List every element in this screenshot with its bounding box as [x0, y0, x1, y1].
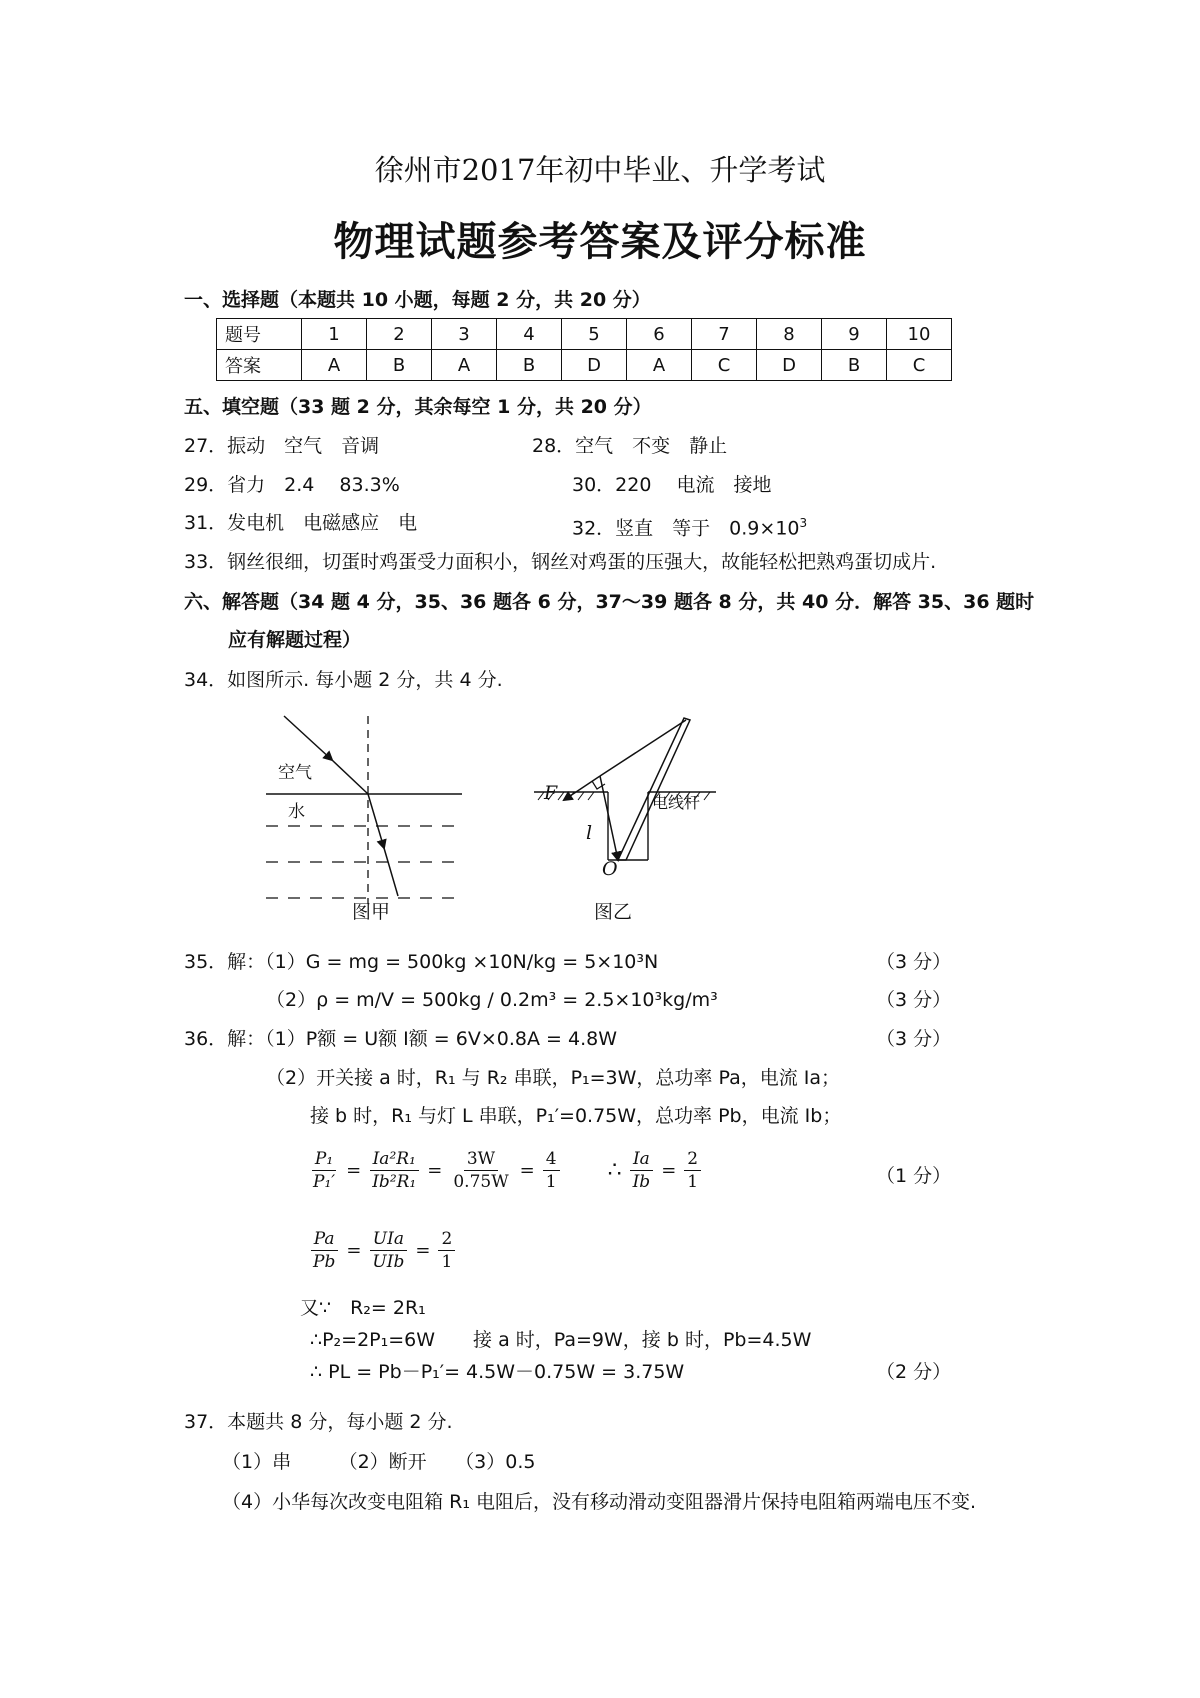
table-cell: D — [562, 350, 627, 381]
numerator: 2 — [438, 1228, 455, 1251]
exam-subtitle: 徐州市2017年初中毕业、升学考试 — [374, 153, 826, 187]
table-cell: D — [757, 350, 822, 381]
row-label-answer: 答案 — [217, 350, 302, 381]
denominator: Pb — [313, 1252, 336, 1272]
table-cell: A — [627, 350, 692, 381]
answer-q31: 31．发电机 电磁感应 电 — [184, 512, 418, 534]
fraction — [630, 1148, 654, 1193]
q36-line1: 36．解：（1）P额 = U额 I额 = 6V×0.8A = 4.8W — [184, 1028, 617, 1050]
table-cell: B — [367, 350, 432, 381]
table-cell: 8 — [757, 319, 822, 350]
denominator: 1 — [545, 1172, 557, 1192]
table-cell: B — [497, 350, 562, 381]
denominator: 1 — [687, 1172, 699, 1192]
denominator: P₁′ — [313, 1172, 336, 1192]
table-cell: B — [822, 350, 887, 381]
force-arrow — [564, 776, 600, 800]
numerator: Ia — [630, 1148, 653, 1171]
answer-q33: 33．钢丝很细，切蛋时鸡蛋受力面积小，钢丝对鸡蛋的压强大，故能轻松把熟鸡蛋切成片. — [184, 551, 937, 573]
q36-line3: 接 b 时，R₁ 与灯 L 串联，P₁′=0.75W，总功率 Pb，电流 Ib； — [310, 1105, 842, 1127]
pole — [618, 718, 690, 860]
q36-line6: ∴ PL = Pb－P₁′= 4.5W－0.75W = 3.75W — [310, 1361, 685, 1383]
incident-ray-arrow — [284, 716, 332, 760]
table-cell: 1 — [302, 319, 367, 350]
table-cell: 5 — [562, 319, 627, 350]
numerator: Pa — [311, 1228, 338, 1251]
table-cell: A — [302, 350, 367, 381]
table-cell: 7 — [692, 319, 757, 350]
caption-fig-b: 图乙 — [594, 901, 633, 923]
denominator: 1 — [441, 1252, 453, 1272]
table-cell: A — [432, 350, 497, 381]
answer-q32 — [572, 511, 807, 540]
section5-heading: 五、填空题（33 题 2 分，其余每空 1 分，共 20 分） — [184, 396, 652, 418]
table-cell: C — [887, 350, 952, 381]
numerator: P₁ — [312, 1148, 336, 1171]
q36-score3: （2 分） — [876, 1361, 952, 1383]
q37-line3: （4）小华每次改变电阻箱 R₁ 电阻后，没有移动滑动变阻器滑片保持电阻箱两端电压不变. — [222, 1491, 977, 1513]
numerator: 4 — [543, 1148, 560, 1171]
section6-heading-line1: 六、解答题（34 题 4 分，35、36 题各 6 分，37～39 题各 8 分，共 40 分．解答 35、36 题时 — [184, 591, 1035, 613]
q36-equation-1: $\frac{\text{P₁}}{\text{P₁′}}$ = $\frac{\text{Ia²R₁}}{\text{Ib²R₁}}$ = $\frac{3W}{0.75W}$ = $\frac{4}{1}$ ∴ $\frac{Ia}{Ib}$ = $\frac{2}{1}$ — [310, 1148, 701, 1193]
table-cell: C — [692, 350, 757, 381]
label-pole: 电线杆 — [652, 793, 701, 812]
answer-q34: 34．如图所示. 每小题 2 分，共 4 分. — [184, 669, 503, 691]
fraction — [450, 1148, 511, 1193]
label-air: 空气 — [278, 763, 312, 783]
answer-q29: 29．省力 2.4 83.3% — [184, 474, 400, 496]
q35-score1: （3 分） — [876, 951, 952, 973]
q36-score1: （3 分） — [876, 1028, 952, 1050]
answer-q30: 30．220 电流 接地 — [572, 474, 772, 496]
fraction — [543, 1148, 560, 1193]
denominator: Ib — [632, 1172, 651, 1192]
fraction — [310, 1228, 338, 1273]
section1-heading: 一、选择题（本题共 10 小题，每题 2 分，共 20 分） — [184, 289, 651, 311]
table-cell: 4 — [497, 319, 562, 350]
numerator: 3W — [464, 1148, 498, 1171]
denominator: Ib²R₁ — [372, 1172, 417, 1192]
q36-equation-2: $\frac{Pa}{Pb}$ = $\frac{\text{UIa}}{\text{UIb}}$ = $\frac{2}{1}$ — [310, 1228, 455, 1273]
table-cell: 3 — [432, 319, 497, 350]
denominator: UIb — [372, 1252, 405, 1272]
q35-line2: （2）ρ = m/V = 500kg / 0.2m³ = 2.5×10³kg/m³ — [266, 989, 718, 1011]
denominator: 0.75W — [453, 1172, 509, 1192]
table-cell: 6 — [627, 319, 692, 350]
numerator: UIa — [370, 1228, 407, 1251]
fraction — [310, 1148, 338, 1193]
label-water: 水 — [288, 802, 305, 822]
q35-line1: 35．解：（1）G = mg = 500kg ×10N/kg = 5×10³N — [184, 951, 659, 973]
q36-score2: （1 分） — [876, 1165, 952, 1187]
q36-line4: 又∵ R₂= 2R₁ — [300, 1297, 426, 1319]
answer-q28: 28．空气 不变 静止 — [532, 435, 728, 457]
fraction — [684, 1148, 701, 1193]
answer-q27: 27．振动 空气 音调 — [184, 435, 380, 457]
row-label-number: 题号 — [217, 319, 302, 350]
section6-heading-line2: 应有解题过程） — [228, 629, 362, 651]
q37-line2: （1）串 （2）断开 （3）0.5 — [222, 1451, 536, 1473]
table-cell: 10 — [887, 319, 952, 350]
q32-exponent: 3 — [799, 516, 808, 530]
table-cell: 2 — [367, 319, 432, 350]
caption-fig-a: 图甲 — [352, 901, 391, 923]
therefore-symbol: ∴ — [607, 1158, 622, 1183]
q37-line1: 37．本题共 8 分，每小题 2 分. — [184, 1411, 453, 1433]
page-title: 物理试题参考答案及评分标准 — [333, 219, 867, 265]
rope-line — [600, 720, 686, 776]
numerator: Ia²R₁ — [370, 1148, 419, 1171]
table-row-answers — [217, 350, 952, 381]
q36-line5: ∴P₂=2P₁=6W 接 a 时，Pa=9W，接 b 时，Pb=4.5W — [310, 1329, 812, 1351]
numerator: 2 — [684, 1148, 701, 1171]
label-pivot-O: O — [602, 858, 618, 880]
fraction — [438, 1228, 455, 1273]
incident-ray — [332, 760, 368, 794]
answer-table — [216, 318, 952, 381]
q35-score2: （3 分） — [876, 989, 952, 1011]
refracted-ray — [384, 848, 398, 896]
label-arm-l: l — [586, 822, 593, 844]
fraction — [369, 1228, 407, 1273]
table-cell: 9 — [822, 319, 887, 350]
lever-arm — [600, 776, 618, 860]
label-force-F: F — [544, 782, 558, 804]
refracted-ray-arrow — [368, 794, 384, 848]
table-row-numbers — [217, 319, 952, 350]
fraction — [369, 1148, 419, 1193]
q36-line2: （2）开关接 a 时，R₁ 与 R₂ 串联，P₁=3W，总功率 Pa，电流 Ia； — [266, 1067, 841, 1089]
q32-text: 32．竖直 等于 0.9×10 — [572, 517, 800, 540]
